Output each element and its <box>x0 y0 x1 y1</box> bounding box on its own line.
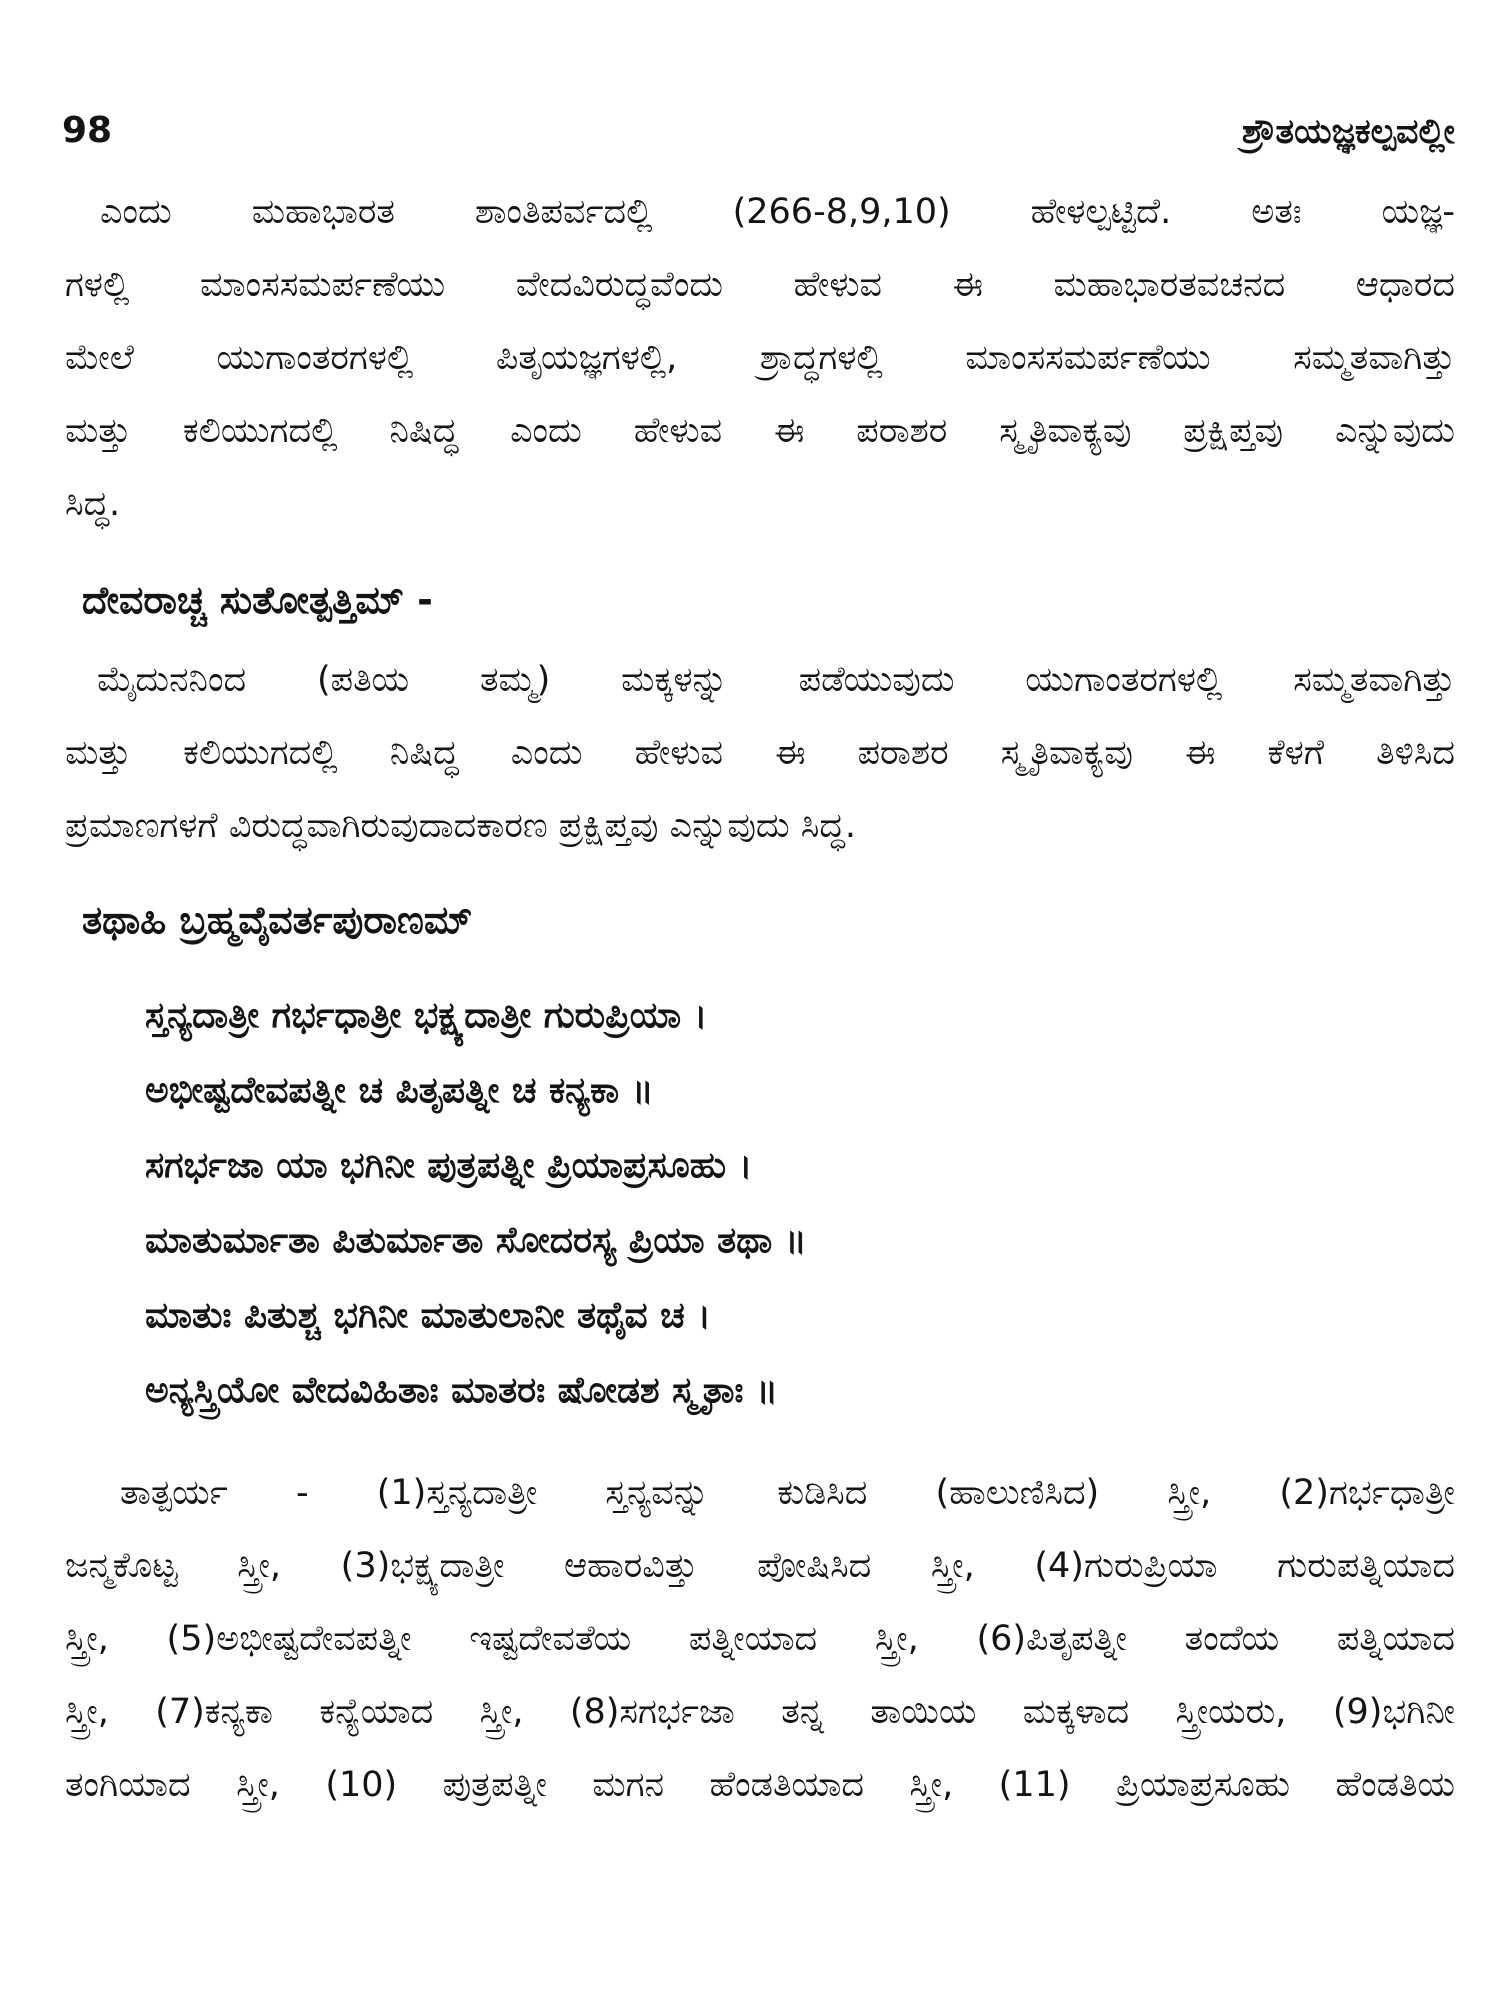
verse-line: ಮಾತುಃ ಪಿತುಶ್ಚ ಭಗಿನೀ ಮಾತುಲಾನೀ ತಥೈವ ಚ । <box>145 1295 711 1336</box>
paragraph-line: ತಾತ್ಪರ್ಯ - (1)ಸ್ತನ್ಯದಾತ್ರೀ ಸ್ತನ್ಯವನ್ನು ಕುಡಿಸಿದ (ಹಾಲುಣಿಸಿದ) ಸ್ತ್ರೀ, (2)ಗರ್ಭಧಾತ್ರೀ <box>120 1473 1455 1513</box>
running-head: ಶ್ರೌತಯಜ್ಞಕಲ್ಪವಲ್ಲೀ <box>1241 112 1455 152</box>
paragraph-line: ಜನ್ಮಕೊಟ್ಟ ಸ್ತ್ರೀ, (3)ಭಕ್ಷ್ಯದಾತ್ರೀ ಆಹಾರವಿತ್ತು ಪೋಷಿಸಿದ ಸ್ತ್ರೀ, (4)ಗುರುಪ್ರಿಯಾ ಗುರುಪತ್ನಿಯಾದ <box>65 1546 1455 1586</box>
paragraph-line: ಮತ್ತು ಕಲಿಯುಗದಲ್ಲಿ ನಿಷಿದ್ಧ ಎಂದು ಹೇಳುವ ಈ ಪರಾಶರ ಸ್ಮೃತಿವಾಕ್ಯವು ಪ್ರಕ್ಷಿಪ್ತವು ಎನ್ನುವುದು <box>65 411 1455 451</box>
paragraph-line: ಮತ್ತು ಕಲಿಯುಗದಲ್ಲಿ ನಿಷಿದ್ಧ ಎಂದು ಹೇಳುವ ಈ ಪರಾಶರ ಸ್ಮೃತಿವಾಕ್ಯವು ಈ ಕೆಳಗೆ ತಿಳಿಸಿದ <box>65 733 1455 773</box>
paragraph-line: ಎಂದು ಮಹಾಭಾರತ ಶಾಂತಿಪರ್ವದಲ್ಲಿ (266-8,9,10) ಹೇಳಲ್ಪಟ್ಟಿದೆ. ಅತಃ ಯಜ್ಞ- <box>100 192 1455 232</box>
section-heading: ತಥಾಹಿ ಬ್ರಹ್ಮವೈವರ್ತಪುರಾಣಮ್ <box>82 898 473 942</box>
paragraph-line: ಸಿದ್ಧ. <box>65 484 121 524</box>
verse-line: ಮಾತುರ್ಮಾತಾ ಪಿತುರ್ಮಾತಾ ಸೋದರಸ್ಯ ಪ್ರಿಯಾ ತಥಾ ॥ <box>145 1220 807 1261</box>
verse-line: ಅಭೀಷ್ಟದೇವಪತ್ನೀ ಚ ಪಿತೃಪತ್ನೀ ಚ ಕನ್ಯಕಾ ॥ <box>145 1070 654 1111</box>
paragraph-line: ಮೈದುನನಿಂದ (ಪತಿಯ ತಮ್ಮ) ಮಕ್ಕಳನ್ನು ಪಡೆಯುವುದು ಯುಗಾಂತರಗಳಲ್ಲಿ ಸಮ್ಮತವಾಗಿತ್ತು <box>97 660 1455 700</box>
paragraph-line: ಗಳಲ್ಲಿ ಮಾಂಸಸಮರ್ಪಣೆಯು ವೇದವಿರುದ್ಧವೆಂದು ಹೇಳುವ ಈ ಮಹಾಭಾರತವಚನದ ಆಧಾರದ <box>65 265 1455 305</box>
verse-line: ಸಗರ್ಭಜಾ ಯಾ ಭಗಿನೀ ಪುತ್ರಪತ್ನೀ ಪ್ರಿಯಾಪ್ರಸೂಹು । <box>145 1145 753 1186</box>
page-number: 98 <box>62 110 113 151</box>
paragraph-line: ಪ್ರಮಾಣಗಳಗೆ ವಿರುದ್ಧವಾಗಿರುವುದಾದಕಾರಣ ಪ್ರಕ್ಷಿಪ್ತವು ಎನ್ನುವುದು ಸಿದ್ಧ. <box>65 806 856 846</box>
paragraph-line: ಸ್ತ್ರೀ, (5)ಅಭೀಷ್ಟದೇವಪತ್ನೀ ಇಷ್ಟದೇವತೆಯ ಪತ್ನೀಯಾದ ಸ್ತ್ರೀ, (6)ಪಿತೃಪತ್ನೀ ತಂದೆಯ ಪತ್ನಿಯಾದ <box>65 1619 1455 1659</box>
paragraph-line: ತಂಗಿಯಾದ ಸ್ತ್ರೀ, (10) ಪುತ್ರಪತ್ನೀ ಮಗನ ಹೆಂಡತಿಯಾದ ಸ್ತ್ರೀ, (11) ಪ್ರಿಯಾಪ್ರಸೂಹು ಹೆಂಡತಿಯ <box>65 1765 1455 1805</box>
page-header <box>62 110 1455 170</box>
verse-line: ಅನ್ಯಸ್ತ್ರಿಯೋ ವೇದವಿಹಿತಾಃ ಮಾತರಃ ಷೋಡಶ ಸ್ಮೃತಾಃ ॥ <box>145 1370 778 1411</box>
section-heading: ದೇವರಾಚ್ಚ ಸುತೋತ್ಪತ್ತಿಮ್ - <box>82 578 433 622</box>
paragraph-line: ಸ್ತ್ರೀ, (7)ಕನ್ಯಕಾ ಕನ್ಯೆಯಾದ ಸ್ತ್ರೀ, (8)ಸಗರ್ಭಜಾ ತನ್ನ ತಾಯಿಯ ಮಕ್ಕಳಾದ ಸ್ತ್ರೀಯರು, (9)ಭಗಿನೀ <box>65 1692 1455 1732</box>
paragraph-line: ಮೇಲೆ ಯುಗಾಂತರಗಳಲ್ಲಿ ಪಿತೃಯಜ್ಞಗಳಲ್ಲಿ, ಶ್ರಾದ್ಧಗಳಲ್ಲಿ ಮಾಂಸಸಮರ್ಪಣೆಯು ಸಮ್ಮತವಾಗಿತ್ತು <box>65 338 1455 378</box>
verse-line: ಸ್ತನ್ಯದಾತ್ರೀ ಗರ್ಭಧಾತ್ರೀ ಭಕ್ಷ್ಯದಾತ್ರೀ ಗುರುಪ್ರಿಯಾ । <box>145 995 708 1036</box>
